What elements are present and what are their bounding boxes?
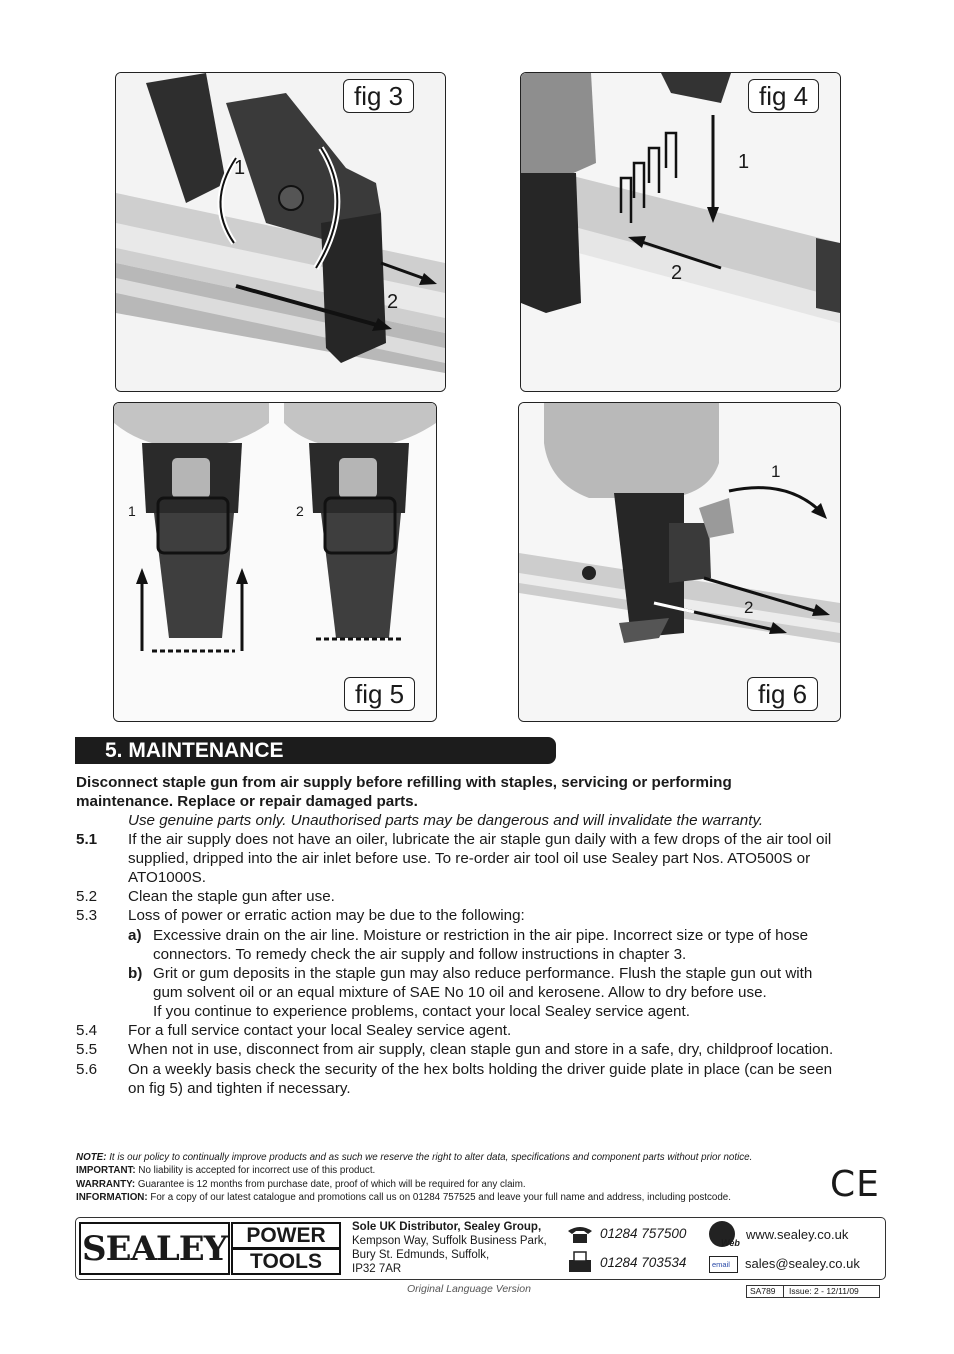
section-title: 5. MAINTENANCE (105, 739, 284, 762)
website-link[interactable]: www.sealey.co.uk (746, 1227, 849, 1242)
subitem-label: a) (128, 927, 142, 944)
important-text: No liability is accepted for incorrect use of this product. (135, 1165, 376, 1176)
model-number: SA789 (750, 1286, 776, 1296)
information-label: INFORMATION: (76, 1192, 148, 1203)
figure-5 (113, 402, 437, 722)
important-label: IMPORTANT: (76, 1165, 136, 1176)
fig6-number-1: 1 (771, 462, 781, 481)
distributor-name: Sole UK Distributor, Sealey Group, (352, 1221, 542, 1233)
fax-number[interactable]: 01284 703534 (600, 1255, 687, 1270)
item-text: ATO1000S. (128, 869, 206, 886)
email-badge: email (712, 1260, 730, 1269)
address-line-3: IP32 7AR (352, 1263, 402, 1275)
important-line (76, 1164, 375, 1177)
item-text: For a full service contact your local Sealey service agent. (128, 1022, 512, 1039)
address-line-2: Bury St. Edmunds, Suffolk, (352, 1249, 490, 1261)
warning-line-2: maintenance. Replace or repair damaged parts. (76, 793, 418, 810)
item-number: 5.1 (76, 831, 98, 848)
item-text: If the air supply does not have an oiler, lubricate the air staple gun daily with a few drops of the air tool oil (128, 831, 832, 848)
item-text: on fig 5) and tighten if necessary. (128, 1080, 351, 1097)
fax-icon (566, 1250, 594, 1274)
section-heading-maintenance (75, 737, 556, 764)
information-text: For a copy of our latest catalogue and promotions call us on 01284 757525 and leave your full name and address, including postcode. (147, 1192, 731, 1203)
subitem-text: gum solvent oil or an equal mixture of SAE No 10 oil and kerosene. Allow to dry before use. (153, 984, 767, 1001)
item-number: 5.5 (76, 1041, 98, 1058)
note-label: NOTE: (76, 1152, 107, 1163)
figure-4 (520, 72, 841, 392)
web-badge: Web (721, 1238, 740, 1248)
fig3-illustration (116, 73, 445, 391)
phone-number[interactable]: 01284 757500 (600, 1226, 687, 1241)
item-text: When not in use, disconnect from air supply, clean staple gun and store in a safe, dry, childproof location. (128, 1041, 834, 1058)
telephone-icon (566, 1223, 594, 1245)
address-line-1: Kempson Way, Suffolk Business Park, (352, 1235, 547, 1247)
email-link[interactable]: sales@sealey.co.uk (745, 1256, 860, 1271)
item-text: On a weekly basis check the security of the hex bolts holding the driver guide plate in place (can be seen (128, 1061, 833, 1078)
fig4-label: fig 4 (748, 79, 819, 113)
note-line (76, 1151, 752, 1164)
fig5-number-1: 1 (128, 503, 136, 519)
subitem-text: Grit or gum deposits in the staple gun may also reduce performance. Flush the staple gun out with (153, 965, 813, 982)
subitem-text: connectors. To remedy check the air supply and follow instructions in chapter 3. (153, 946, 687, 963)
note-text: It is our policy to continually improve products and as such we reserve the right to alter data, specifications and component parts without prior notice. (106, 1152, 753, 1163)
fig4-number-2: 2 (671, 262, 683, 284)
fig4-number-1: 1 (738, 151, 750, 173)
figure-6 (518, 402, 841, 722)
fig3-number-1: 1 (234, 157, 246, 179)
item-text: supplied, dripped into the air inlet before use. To re-order air tool oil use Sealey part Nos. ATO500S or (128, 850, 811, 867)
issue-box (746, 1285, 880, 1298)
fig6-illustration (519, 403, 840, 721)
email-envelope-icon (709, 1256, 738, 1273)
logo-brand: SEALEY (79, 1222, 230, 1275)
subitem-label: b) (128, 965, 143, 982)
fig5-number-2: 2 (296, 503, 304, 519)
figure-3 (115, 72, 446, 392)
sealey-power-tools-logo (79, 1219, 341, 1276)
fig4-illustration (521, 73, 840, 391)
warning-line-1: Disconnect staple gun from air supply before refilling with staples, servicing or performing (76, 774, 732, 791)
logo-tools: TOOLS (231, 1248, 341, 1275)
subitem-text: If you continue to experience problems, contact your local Sealey service agent. (153, 1003, 690, 1020)
item-number: 5.4 (76, 1022, 98, 1039)
fig6-label: fig 6 (747, 677, 818, 711)
subitem-text: Excessive drain on the air line. Moisture or restriction in the air pipe. Incorrect size or type of hose (153, 927, 809, 944)
fig6-number-2: 2 (744, 598, 754, 617)
issue-divider (783, 1286, 784, 1297)
warranty-label: WARRANTY: (76, 1179, 136, 1190)
item-number: 5.2 (76, 888, 98, 905)
warranty-line (76, 1178, 526, 1191)
warranty-text: Guarantee is 12 months from purchase date, proof of which will be required for any claim. (135, 1179, 526, 1190)
fig3-label: fig 3 (343, 79, 414, 113)
issue-date: Issue: 2 - 12/11/09 (789, 1286, 859, 1296)
item-text: Clean the staple gun after use. (128, 888, 335, 905)
fig3-number-2: 2 (387, 291, 399, 313)
logo-power: POWER (231, 1222, 341, 1249)
information-line (76, 1191, 731, 1204)
genuine-parts-note: Use genuine parts only. Unauthorised parts may be dangerous and will invalidate the warranty. (128, 812, 764, 829)
item-text: Loss of power or erratic action may be due to the following: (128, 907, 525, 924)
item-number: 5.6 (76, 1061, 98, 1078)
fig5-illustration (114, 403, 436, 721)
ce-mark-icon: CE (830, 1164, 880, 1205)
item-number: 5.3 (76, 907, 98, 924)
fig5-label: fig 5 (344, 677, 415, 711)
original-language-note: Original Language Version (407, 1283, 531, 1295)
